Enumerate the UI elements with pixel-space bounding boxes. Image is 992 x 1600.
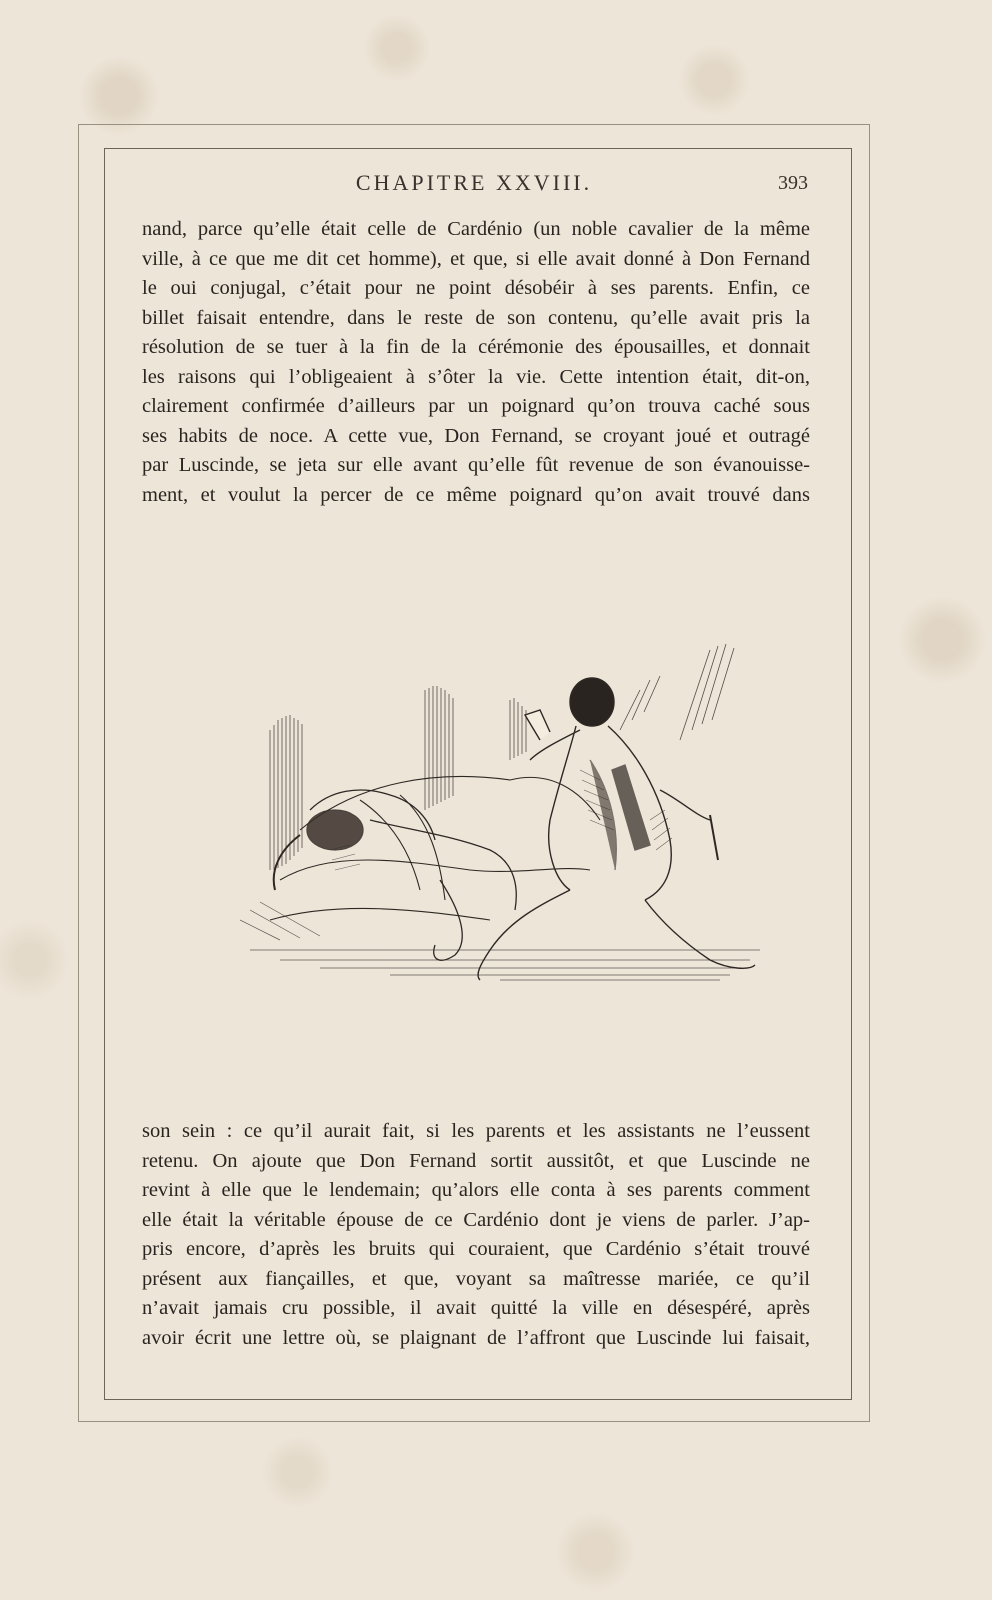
- text-line: nand, parce qu’elle était celle de Cardénio (un noble cavalier de la même: [142, 218, 810, 240]
- text-line: les raisons qui l’obligeaient à s’ôter la vie. Cette intention était, dit-on,: [142, 365, 810, 388]
- running-title: CHAPITRE XXVIII.: [355, 170, 593, 195]
- text-line: présent aux fiançailles, et que, voyant sa maîtresse mariée, ce qu’il: [142, 1267, 810, 1290]
- text-line: revint à elle que le lendemain; qu’alors elle conta à ses parents comment: [142, 1179, 810, 1201]
- page-header: [140, 170, 808, 206]
- kneeling-man: [478, 678, 755, 980]
- text-line: son sein : ce qu’il aurait fait, si les parents et les assistants ne l’eussent: [142, 1120, 810, 1142]
- text-line: par Luscinde, se jeta sur elle avant qu’elle fût revenue de son évanouisse-: [142, 454, 810, 476]
- text-line: ville, à ce que me dit cet homme), et que, si elle avait donné à Don Fernand: [142, 247, 810, 270]
- text-line: ment, et voulut la percer de ce même poignard qu’on avait trouvé dans: [142, 483, 810, 506]
- text-line: pris encore, d’après les bruits qui couraient, que Cardénio s’était trouvé: [142, 1238, 810, 1260]
- text-line: ses habits de noce. A cette vue, Don Fernand, se croyant joué et outragé: [142, 424, 810, 447]
- text-line: billet faisait entendre, dans le reste de son contenu, qu’elle avait pris la: [142, 306, 810, 329]
- paragraph-bottom: [142, 1117, 810, 1353]
- text-line: elle était la véritable épouse de ce Cardénio dont je viens de parler. J’ap-: [142, 1208, 810, 1231]
- text-line: avoir écrit une lettre où, se plaignant de l’affront que Luscinde lui faisait,: [142, 1326, 810, 1349]
- engraving-illustration: [240, 620, 780, 1000]
- engraving-svg: [240, 620, 780, 1000]
- page-number: 393: [778, 172, 808, 194]
- text-line: n’avait jamais cru possible, il avait quitté la ville en désespéré, après: [142, 1297, 810, 1319]
- bed-drapery: [270, 777, 600, 920]
- text-line: résolution de se tuer à la fin de la cérémonie des épousailles, et donnait: [142, 336, 810, 358]
- text-line: retenu. On ajoute que Don Fernand sortit aussitôt, et que Luscinde ne: [142, 1149, 810, 1172]
- floor-hatching: [240, 902, 760, 980]
- text-line: clairement confirmée d’ailleurs par un poignard qu’on trouva caché sous: [142, 395, 810, 417]
- paragraph-top: [142, 215, 810, 510]
- fainted-woman: [274, 790, 517, 960]
- text-line: le oui conjugal, c’était pour ne point désobéir à ses parents. Enfin, ce: [142, 277, 810, 299]
